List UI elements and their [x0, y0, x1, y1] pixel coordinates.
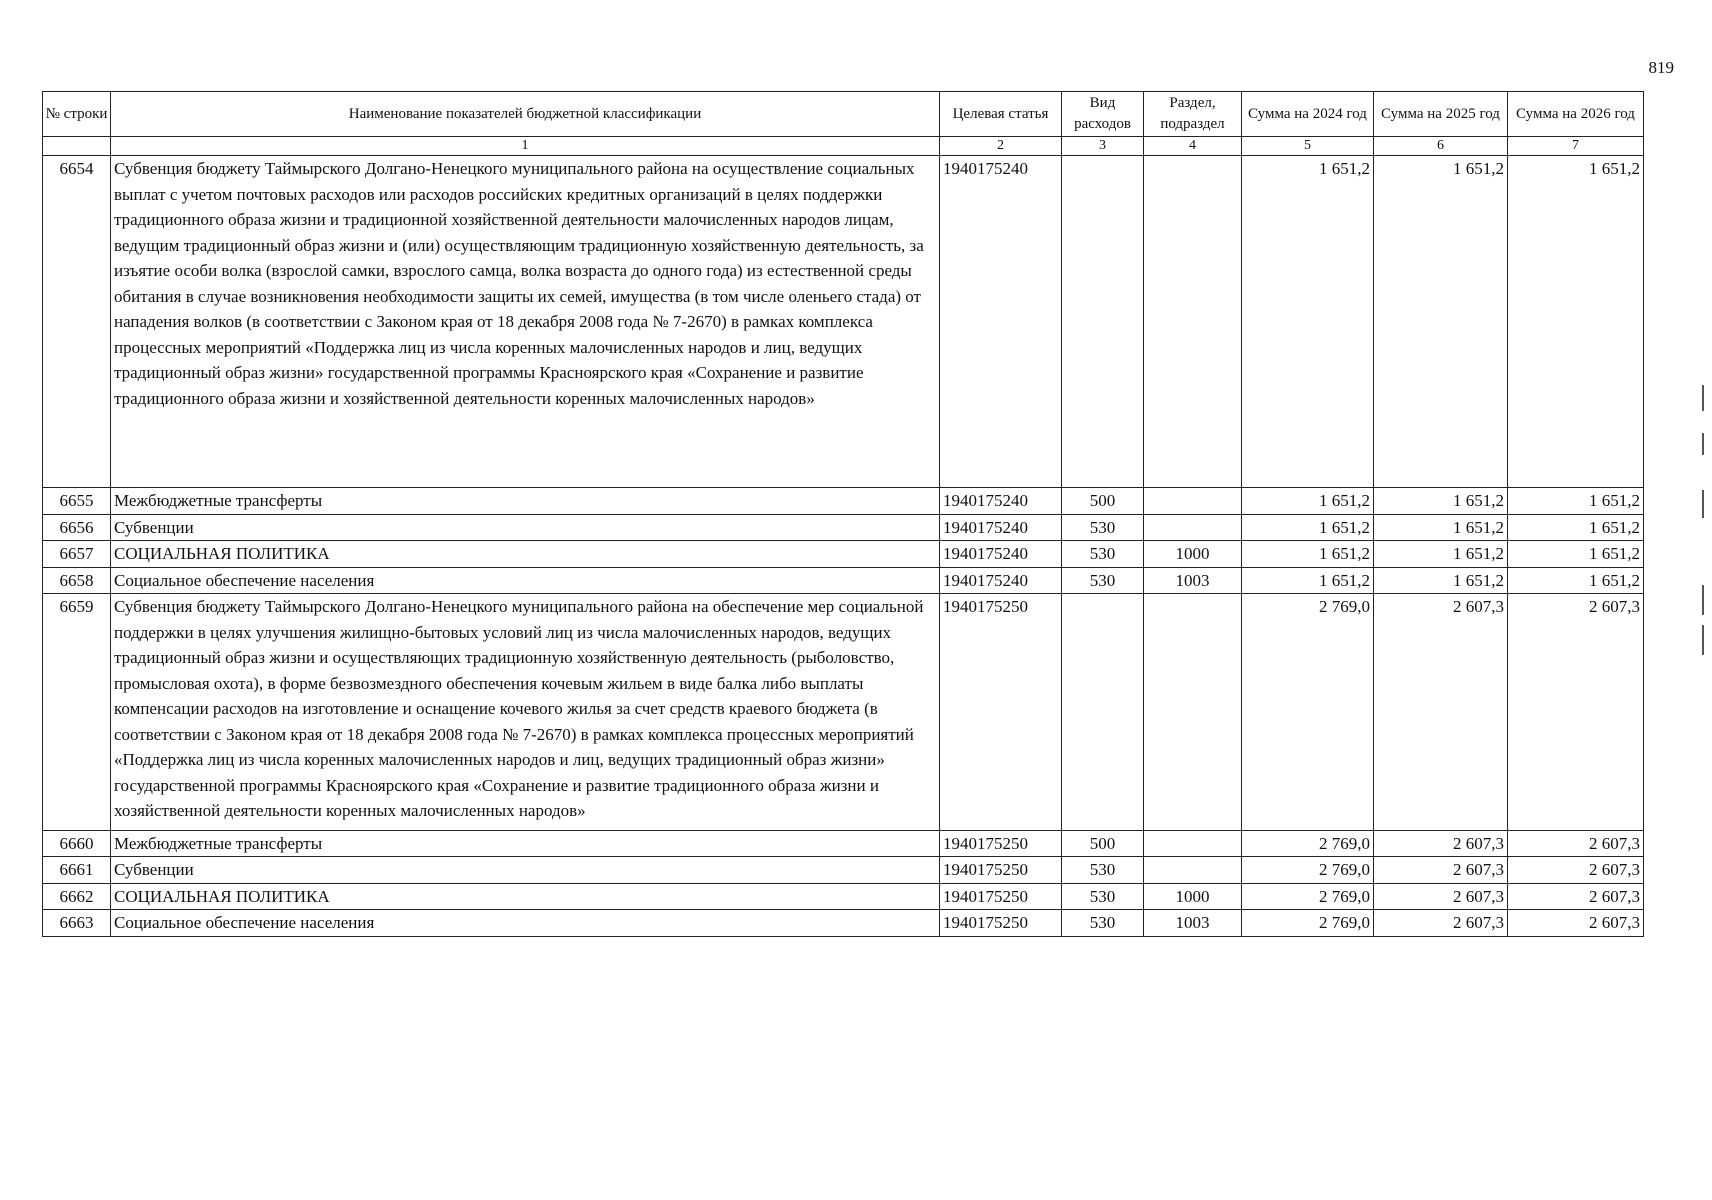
row-sum-2025: 1 651,2 — [1374, 514, 1508, 541]
row-sum-2024: 1 651,2 — [1242, 567, 1374, 594]
header-expense-type: Вид расходов — [1062, 92, 1144, 137]
row-sum-2026: 2 607,3 — [1508, 883, 1644, 910]
row-target: 1940175250 — [940, 910, 1062, 937]
row-sum-2024: 2 769,0 — [1242, 910, 1374, 937]
row-sum-2024: 1 651,2 — [1242, 488, 1374, 515]
row-section — [1144, 514, 1242, 541]
row-name: Субвенция бюджету Таймырского Долгано-Ненецкого муниципального района на обеспечение мер социальной поддержки в целях улучшения жилищно-бытовых условий лиц из числа малочисленных народов, ведущих традиционный образ жизни и осуществляющих традиционную хозяйственную деятельность (рыболовство, промысловая охота), в форме безвозмездного обеспечения кочевым жильем в виде балка либо выплаты компенсации расходов на изготовление и оснащение кочевого жилья за счет средств краевого бюджета (в соответствии с Законом края от 18 декабря 2008 года № 7-2670) в рамках комплекса процессных мероприятий «Поддержка лиц из числа коренных малочисленных народов и лиц, ведущих традиционный образ жизни» государственной программы Красноярского края «Сохранение и развитие традиционного образа жизни и хозяйственной деятельности коренных малочисленных народов» — [111, 594, 940, 831]
row-sum-2025: 2 607,3 — [1374, 910, 1508, 937]
table-row — [43, 567, 1644, 594]
row-expense-type: 530 — [1062, 883, 1144, 910]
header-name: Наименование показателей бюджетной классификации — [111, 92, 940, 137]
row-number: 6662 — [43, 883, 111, 910]
row-sum-2025: 1 651,2 — [1374, 567, 1508, 594]
header-row — [43, 92, 1644, 137]
row-target: 1940175250 — [940, 830, 1062, 857]
row-section — [1144, 488, 1242, 515]
row-sum-2026: 2 607,3 — [1508, 830, 1644, 857]
row-section — [1144, 594, 1242, 831]
row-section — [1144, 857, 1242, 884]
row-name: Субвенции — [111, 514, 940, 541]
table-row — [43, 156, 1644, 488]
header-sum-2026: Сумма на 2026 год — [1508, 92, 1644, 137]
row-sum-2025: 1 651,2 — [1374, 541, 1508, 568]
row-sum-2024: 2 769,0 — [1242, 594, 1374, 831]
table-row — [43, 541, 1644, 568]
row-expense-type: 530 — [1062, 514, 1144, 541]
row-sum-2026: 2 607,3 — [1508, 857, 1644, 884]
row-section — [1144, 156, 1242, 488]
row-number: 6654 — [43, 156, 111, 488]
header-sum-2025: Сумма на 2025 год — [1374, 92, 1508, 137]
row-sum-2026: 1 651,2 — [1508, 541, 1644, 568]
page-number: 819 — [1648, 58, 1674, 77]
row-sum-2024: 2 769,0 — [1242, 883, 1374, 910]
row-expense-type — [1062, 156, 1144, 488]
row-section — [1144, 830, 1242, 857]
row-sum-2025: 2 607,3 — [1374, 594, 1508, 831]
row-sum-2025: 2 607,3 — [1374, 857, 1508, 884]
row-sum-2024: 1 651,2 — [1242, 541, 1374, 568]
row-section: 1000 — [1144, 541, 1242, 568]
row-expense-type: 500 — [1062, 830, 1144, 857]
row-name: Межбюджетные трансферты — [111, 830, 940, 857]
row-section: 1003 — [1144, 910, 1242, 937]
row-expense-type: 530 — [1062, 541, 1144, 568]
row-sum-2026: 1 651,2 — [1508, 514, 1644, 541]
table-row — [43, 883, 1644, 910]
row-number: 6659 — [43, 594, 111, 831]
row-name: Социальное обеспечение населения — [111, 910, 940, 937]
row-name: Межбюджетные трансферты — [111, 488, 940, 515]
column-number: 7 — [1508, 137, 1644, 156]
row-name: Социальное обеспечение населения — [111, 567, 940, 594]
row-sum-2026: 1 651,2 — [1508, 156, 1644, 488]
row-target: 1940175250 — [940, 594, 1062, 831]
header-row-no: № строки — [43, 92, 111, 137]
header-section: Раздел, подраздел — [1144, 92, 1242, 137]
row-sum-2025: 2 607,3 — [1374, 883, 1508, 910]
table-row — [43, 594, 1644, 831]
row-number: 6657 — [43, 541, 111, 568]
table-row — [43, 910, 1644, 937]
column-number: 5 — [1242, 137, 1374, 156]
table-row — [43, 514, 1644, 541]
table-row — [43, 830, 1644, 857]
row-target: 1940175240 — [940, 567, 1062, 594]
row-section: 1000 — [1144, 883, 1242, 910]
row-section: 1003 — [1144, 567, 1242, 594]
column-number-row — [43, 137, 1644, 156]
row-sum-2026: 1 651,2 — [1508, 488, 1644, 515]
scan-edge-marks — [1702, 385, 1704, 655]
row-target: 1940175240 — [940, 488, 1062, 515]
row-target: 1940175240 — [940, 156, 1062, 488]
column-number — [43, 137, 111, 156]
row-target: 1940175240 — [940, 514, 1062, 541]
row-name: СОЦИАЛЬНАЯ ПОЛИТИКА — [111, 541, 940, 568]
table-row — [43, 857, 1644, 884]
row-expense-type: 530 — [1062, 567, 1144, 594]
row-sum-2025: 1 651,2 — [1374, 488, 1508, 515]
row-name: СОЦИАЛЬНАЯ ПОЛИТИКА — [111, 883, 940, 910]
column-number: 4 — [1144, 137, 1242, 156]
header-target: Целевая статья — [940, 92, 1062, 137]
row-number: 6655 — [43, 488, 111, 515]
column-number: 6 — [1374, 137, 1508, 156]
row-sum-2024: 2 769,0 — [1242, 857, 1374, 884]
row-expense-type: 530 — [1062, 857, 1144, 884]
row-sum-2026: 2 607,3 — [1508, 910, 1644, 937]
column-number: 3 — [1062, 137, 1144, 156]
row-expense-type: 500 — [1062, 488, 1144, 515]
header-sum-2024: Сумма на 2024 год — [1242, 92, 1374, 137]
table-row — [43, 488, 1644, 515]
row-number: 6663 — [43, 910, 111, 937]
row-number: 6660 — [43, 830, 111, 857]
column-number: 1 — [111, 137, 940, 156]
row-name: Субвенции — [111, 857, 940, 884]
row-sum-2025: 1 651,2 — [1374, 156, 1508, 488]
row-number: 6656 — [43, 514, 111, 541]
row-number: 6658 — [43, 567, 111, 594]
row-target: 1940175250 — [940, 883, 1062, 910]
column-number: 2 — [940, 137, 1062, 156]
budget-table — [42, 91, 1644, 937]
row-sum-2026: 2 607,3 — [1508, 594, 1644, 831]
row-sum-2024: 1 651,2 — [1242, 514, 1374, 541]
row-name: Субвенция бюджету Таймырского Долгано-Ненецкого муниципального района на осуществление социальных выплат с учетом почтовых расходов или расходов российских кредитных организаций в целях поддержки традиционного образа жизни и традиционной хозяйственной деятельности малочисленных народов лицам, ведущим традиционный образ жизни и (или) осуществляющим традиционную хозяйственную деятельность, за изъятие особи волка (взрослой самки, взрослого самца, волка возраста до одного года) из естественной среды обитания в случае возникновения необходимости защиты их семей, имущества (в том числе оленьего стада) от нападения волков (в соответствии с Законом края от 18 декабря 2008 года № 7-2670) в рамках комплекса процессных мероприятий «Поддержка лиц из числа коренных малочисленных народов и лиц, ведущих традиционный образ жизни» государственной программы Красноярского края «Сохранение и развитие традиционного образа жизни и хозяйственной деятельности коренных малочисленных народов» — [111, 156, 940, 488]
row-target: 1940175240 — [940, 541, 1062, 568]
row-target: 1940175250 — [940, 857, 1062, 884]
row-sum-2024: 2 769,0 — [1242, 830, 1374, 857]
row-expense-type — [1062, 594, 1144, 831]
row-sum-2025: 2 607,3 — [1374, 830, 1508, 857]
row-expense-type: 530 — [1062, 910, 1144, 937]
row-sum-2026: 1 651,2 — [1508, 567, 1644, 594]
row-sum-2024: 1 651,2 — [1242, 156, 1374, 488]
row-number: 6661 — [43, 857, 111, 884]
